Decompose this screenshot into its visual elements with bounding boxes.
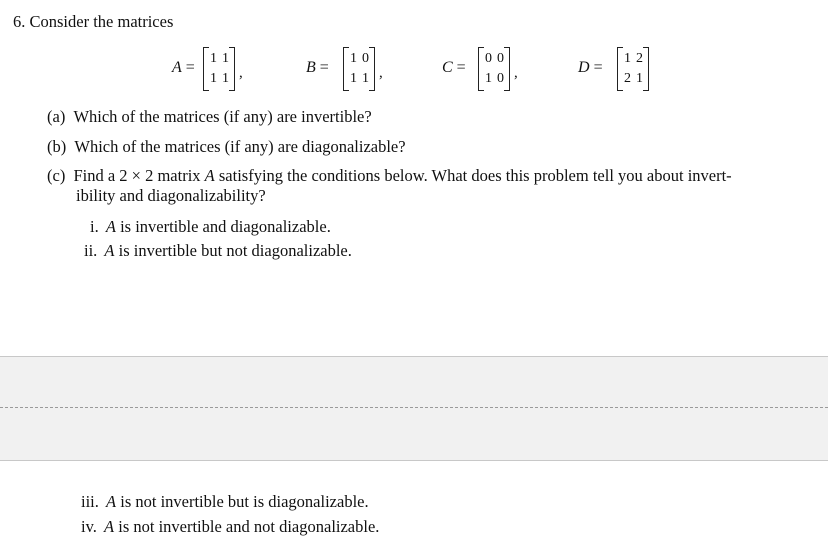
matrix-separator: ,: [514, 65, 518, 81]
matrix-cell: 1: [350, 51, 357, 66]
subpart-text: is invertible but not diagonalizable.: [114, 241, 352, 260]
problem-number: 6.: [13, 12, 26, 31]
part-a-label: (a): [47, 107, 66, 126]
equals-sign: =: [185, 59, 195, 76]
subpart-iv: [81, 517, 379, 537]
subpart-label: ii.: [84, 241, 98, 260]
page-break-dashed-line: [0, 407, 828, 408]
matrix-b-definition: [306, 47, 416, 93]
subpart-text: is not invertible but is diagonalizable.: [116, 492, 369, 511]
subpart-variable: A: [104, 241, 115, 260]
subpart-variable: A: [104, 517, 115, 536]
part-c-variable: A: [204, 166, 215, 185]
page-break-band: [0, 356, 828, 461]
matrix-a: [203, 47, 235, 91]
subpart-label: iv.: [81, 517, 97, 536]
subpart-iii: [81, 492, 369, 512]
subpart-variable: A: [105, 217, 116, 236]
matrix-cell: 2: [624, 71, 631, 86]
matrix-cell: 0: [485, 51, 492, 66]
part-c-line2: ibility and diagonalizability?: [76, 186, 266, 205]
matrix-cell: 0: [497, 71, 504, 86]
equals-sign: =: [593, 59, 603, 76]
matrix-a-name: A: [172, 59, 182, 76]
matrix-separator: ,: [379, 65, 383, 81]
part-c-label: (c): [47, 166, 66, 185]
matrix-a-definition: [170, 47, 280, 93]
matrix-cell: 1: [222, 51, 229, 66]
part-c-text-continued: satisfying the conditions below. What does this problem tell you about invert-: [214, 166, 732, 185]
part-b-text: Which of the matrices (if any) are diagonalizable?: [74, 137, 406, 156]
subpart-label: i.: [90, 217, 99, 236]
matrix-separator: ,: [239, 65, 243, 81]
matrix-cell: 0: [362, 51, 369, 66]
matrix-cell: 1: [636, 71, 643, 86]
matrix-b-name: B: [306, 59, 316, 76]
matrix-c-definition: [442, 47, 552, 93]
matrix-cell: 1: [624, 51, 631, 66]
subpart-text: is invertible and diagonalizable.: [115, 217, 331, 236]
matrix-cell: 1: [362, 71, 369, 86]
matrix-d-name: D: [578, 59, 590, 76]
matrix-d-definition: [578, 47, 688, 93]
part-c-text: Find a 2 × 2 matrix: [73, 166, 205, 185]
matrix-d: [617, 47, 649, 91]
subpart-ii: [84, 241, 352, 261]
matrix-cell: 1: [350, 71, 357, 86]
part-b-label: (b): [47, 137, 67, 156]
part-c: [47, 166, 732, 186]
matrix-cell: 1: [485, 71, 492, 86]
problem-heading: [13, 12, 173, 32]
matrix-b: [343, 47, 375, 91]
matrix-cell: 2: [636, 51, 643, 66]
part-b: [47, 137, 406, 157]
matrix-cell: 1: [210, 71, 217, 86]
subpart-i: [90, 217, 331, 237]
part-a: [47, 107, 372, 127]
matrix-c: [478, 47, 510, 91]
matrix-cell: 1: [222, 71, 229, 86]
equals-sign: =: [319, 59, 329, 76]
problem-intro: Consider the matrices: [29, 12, 174, 31]
subpart-text: is not invertible and not diagonalizable.: [114, 517, 380, 536]
matrix-c-name: C: [442, 59, 453, 76]
subpart-variable: A: [106, 492, 117, 511]
equals-sign: =: [456, 59, 466, 76]
matrix-cell: 1: [210, 51, 217, 66]
matrix-cell: 0: [497, 51, 504, 66]
part-a-text: Which of the matrices (if any) are invertible?: [73, 107, 372, 126]
subpart-label: iii.: [81, 492, 99, 511]
